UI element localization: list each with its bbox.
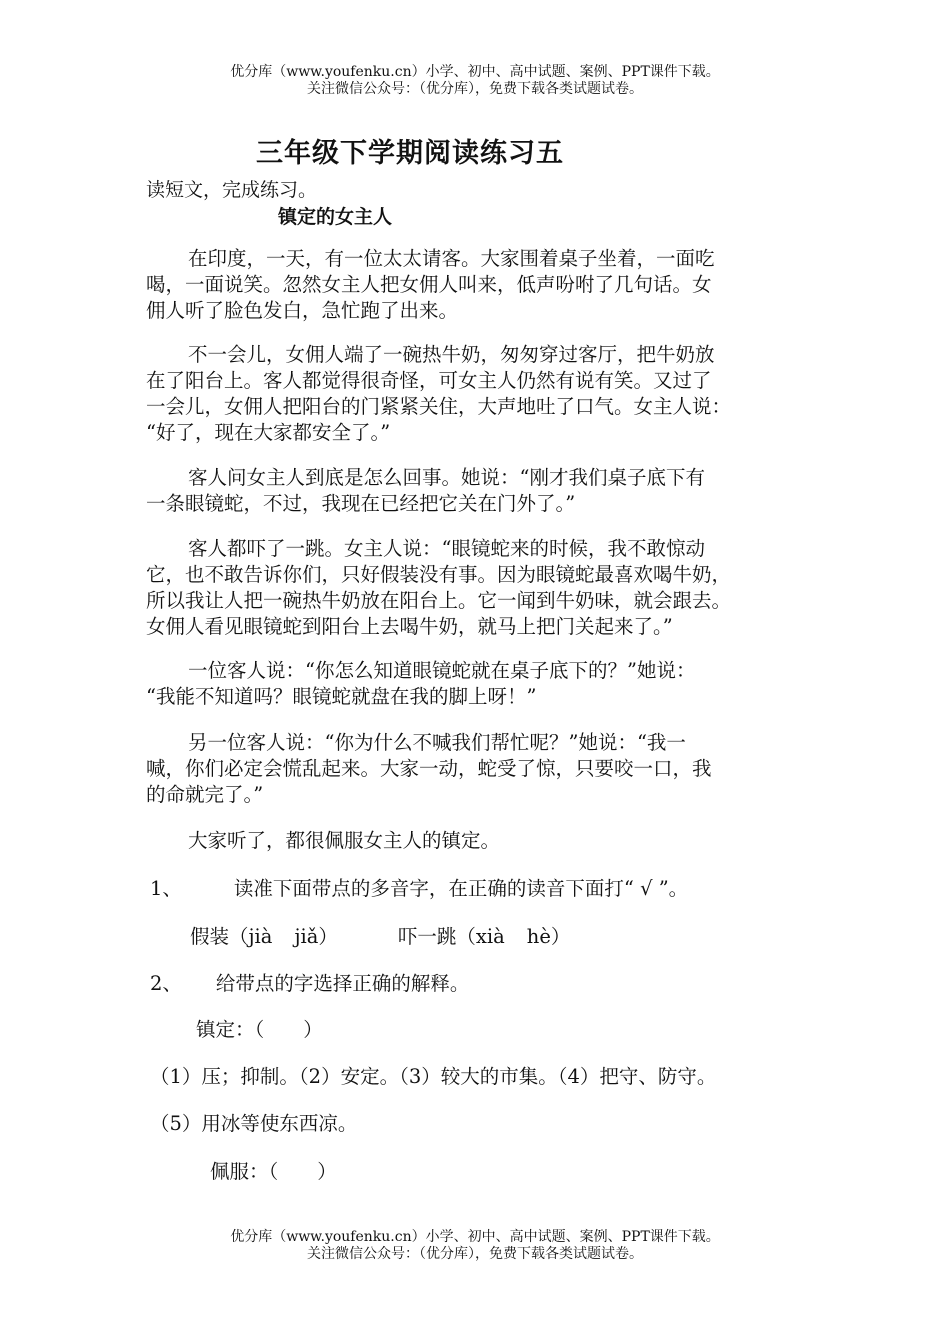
question-2: [150, 971, 469, 997]
paragraph-line: 大家听了，都很佩服女主人的镇定。: [188, 829, 501, 852]
page-title: 三年级下学期阅读练习五: [256, 138, 564, 169]
paragraph-line: 另一位客人说：“你为什么不喊我们帮忙呢？”她说：“我一: [188, 731, 686, 754]
page-footer: [0, 1229, 950, 1263]
header-line-2: 关注微信公众号：（优分库），免费下载各类试题试卷。: [307, 81, 643, 97]
answer-blank-zhending[interactable]: 镇定：（ ）: [196, 1018, 323, 1041]
pinyin-option[interactable]: jiǎ: [294, 925, 319, 948]
footer-line-2: 关注微信公众号：（优分库），免费下载各类试题试卷。: [307, 1246, 643, 1262]
paragraph-line: 喊，你们必定会慌乱起来。大家一动，蛇受了惊，只要咬一口，我: [146, 757, 712, 780]
question-text: 给带点的字选择正确的解释。: [215, 972, 470, 995]
paragraph-line: “好了，现在大家都安全了。”: [146, 421, 391, 444]
pinyin-option[interactable]: hè: [526, 925, 551, 948]
question-number: 1、: [150, 877, 182, 900]
paragraph-5: [146, 658, 808, 710]
item-word: 吓一跳（: [397, 925, 476, 948]
pinyin-option[interactable]: jià: [248, 925, 273, 948]
paragraph-2: [146, 342, 808, 446]
options-line-2: （5）用冰等使东西凉。: [150, 1112, 358, 1135]
options-line-1: （1）压；抑制。（2）安定。（3）较大的市集。（4）把守、防守。: [150, 1065, 717, 1088]
paragraph-line: 一会儿，女佣人把阳台的门紧紧关住，大声地吐了口气。女主人说：: [146, 395, 732, 418]
question-number: 2、: [150, 972, 182, 995]
paragraph-line: 一条眼镜蛇，不过，我现在已经把它关在门外了。”: [146, 492, 576, 515]
paragraph-6: [146, 730, 808, 808]
paragraph-line: 它，也不敢告诉你们，只好假装没有事。因为眼镜蛇最喜欢喝牛奶，: [146, 563, 732, 586]
question-1: [150, 876, 688, 902]
paragraph-line: 客人都吓了一跳。女主人说：“眼镜蛇来的时候，我不敢惊动: [188, 537, 705, 560]
paragraph-1: [146, 246, 808, 324]
instruction: 读短文，完成练习。: [146, 179, 318, 201]
paragraph-line: 客人问女主人到底是怎么回事。她说：“刚才我们桌子底下有: [188, 466, 705, 489]
pinyin-option[interactable]: xià: [475, 925, 505, 948]
paragraph-line: 佣人听了脸色发白，急忙跑了出来。: [146, 299, 459, 322]
paragraph-line: 在印度，一天，有一位太太请客。大家围着桌子坐着，一面吃: [188, 247, 715, 270]
paragraph-line: 在了阳台上。客人都觉得很奇怪，可女主人仍然有说有笑。又过了: [146, 369, 712, 392]
item-close: ）: [318, 925, 338, 948]
paragraph-line: 喝，一面说笑。忽然女主人把女佣人叫来，低声吩咐了几句话。女: [146, 273, 712, 296]
paragraph-3: [146, 465, 808, 517]
paragraph-4: [146, 536, 808, 640]
paragraph-line: 一位客人说：“你怎么知道眼镜蛇就在桌子底下的？”她说：: [188, 659, 696, 682]
answer-blank-peifu[interactable]: 佩服：（ ）: [210, 1160, 337, 1183]
paragraph-line: 所以我让人把一碗热牛奶放在阳台上。它一闻到牛奶味，就会跟去。: [146, 589, 732, 612]
footer-line-1: 优分库（www.youfenku.cn）小学、初中、高中试题、案例、PPT课件下载。: [230, 1229, 720, 1245]
paragraph-7: [146, 828, 808, 854]
paragraph-line: 的命就完了。”: [146, 783, 264, 806]
question-text: 读准下面带点的多音字，在正确的读音下面打“ √ ”。: [233, 877, 689, 900]
item-close: ）: [550, 925, 571, 948]
item-word: 假装（: [190, 925, 249, 948]
paragraph-line: “我能不知道吗？眼镜蛇就盘在我的脚上呀！”: [146, 685, 537, 708]
header-line-1: 优分库（www.youfenku.cn）小学、初中、高中试题、案例、PPT课件下载。: [230, 64, 720, 80]
question-1-items: [190, 924, 570, 950]
paragraph-line: 女佣人看见眼镜蛇到阳台上去喝牛奶，就马上把门关起来了。”: [146, 615, 673, 638]
page-header: [0, 64, 950, 98]
story-title: 镇定的女主人: [278, 206, 393, 228]
paragraph-line: 不一会儿，女佣人端了一碗热牛奶，匆匆穿过客厅，把牛奶放: [188, 343, 715, 366]
